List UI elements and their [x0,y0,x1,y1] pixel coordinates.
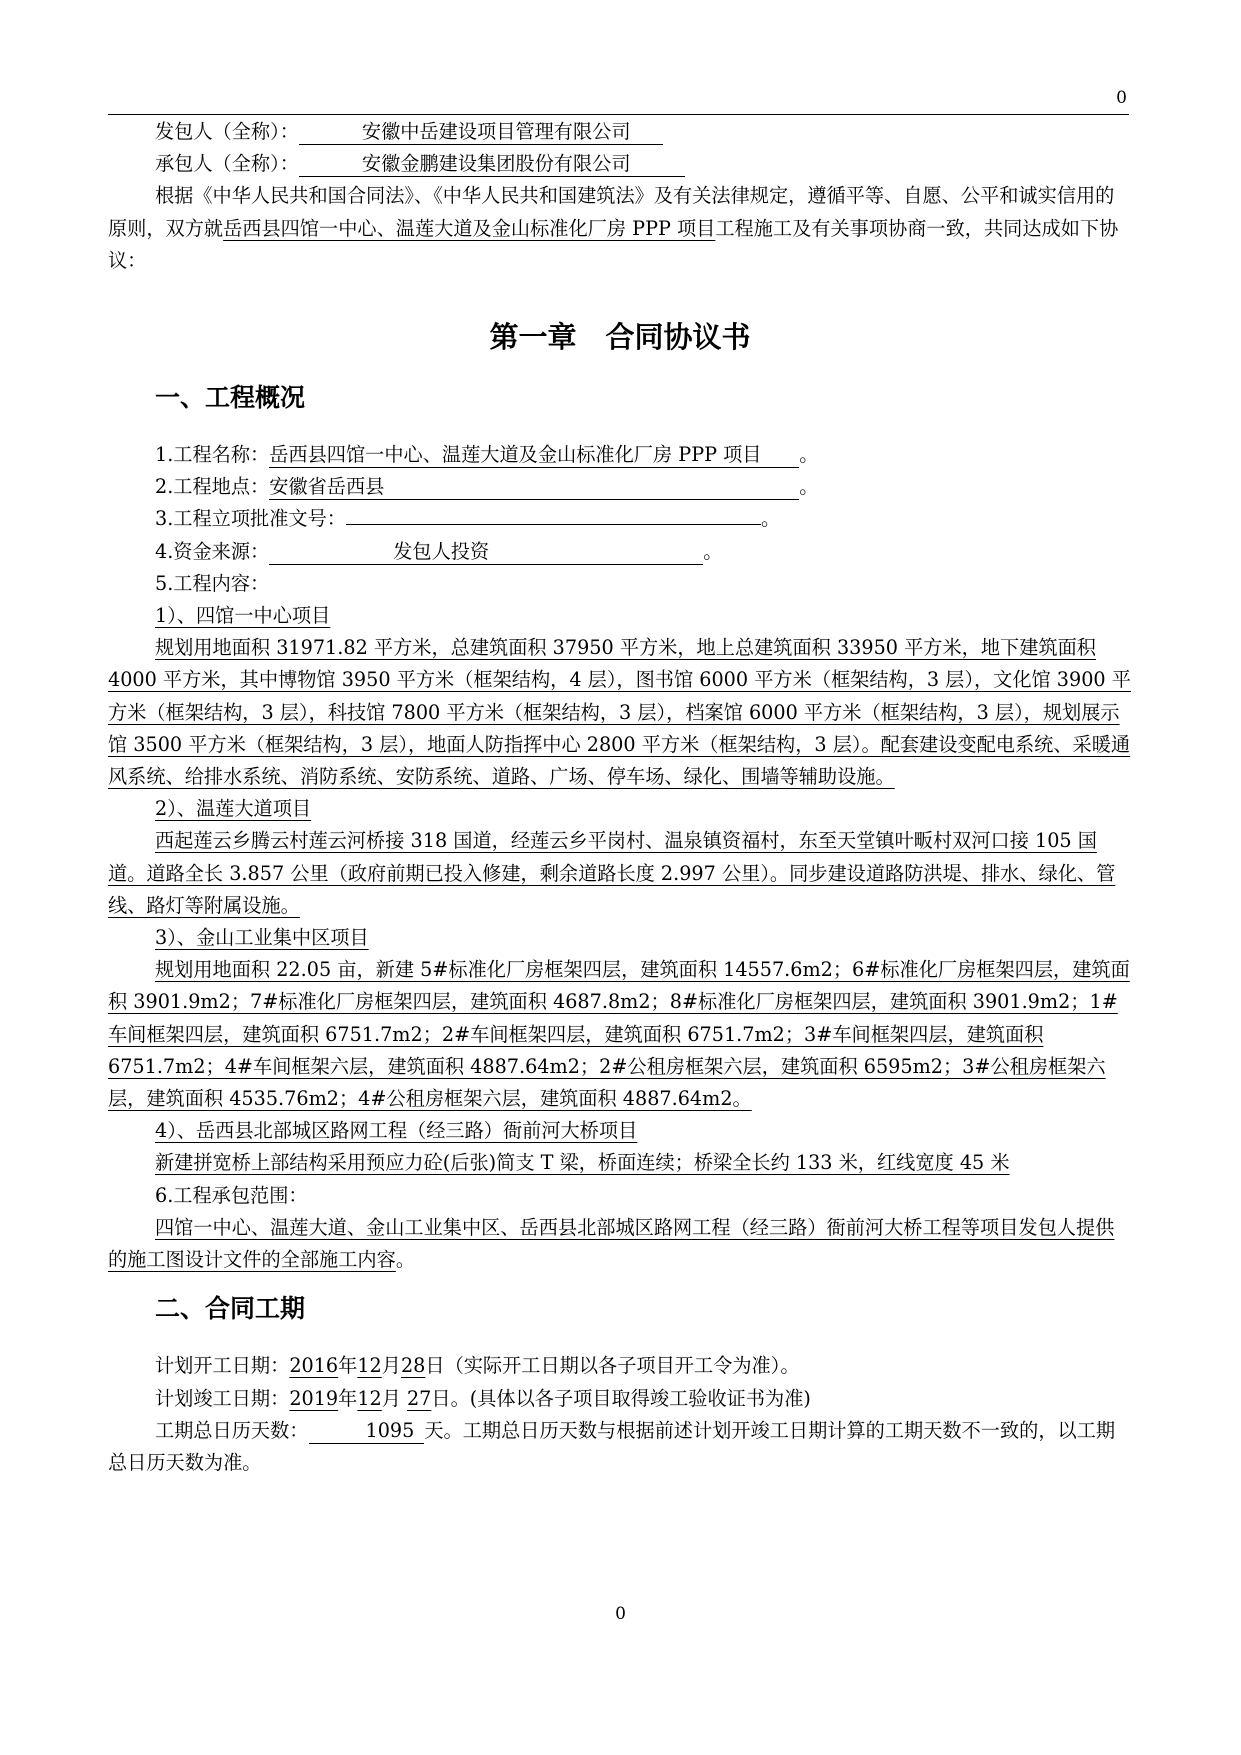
funding-end: 。 [703,539,723,563]
content-label: 5.工程内容： [155,571,270,595]
end-note: 。(具体以各子项目取得竣工验收证书为准) [450,1386,811,1410]
item2-text: 西起莲云乡腾云村莲云河桥接 318 国道，经莲云乡平岗村、温泉镇资福村，东至天堂镇叶畈村双河口接 105 国道。道路全长 3.857 公里（政府前期已投入修建，剩余道路长度 2.997 公里）。同步建设道路防洪堤、排水、绿化、管线、路灯等附属设施。 [108,829,1116,917]
header-page-number: 0 [1116,88,1127,108]
item1-title: 1）、四馆一中心项目 [155,604,331,628]
end-day: 27 [406,1386,432,1410]
project-location-line [108,471,1132,503]
contractor-name: 安徽金鹏建设集团股份有限公司 [299,151,685,177]
approval-number-end: 。 [761,507,781,531]
project-location-value: 安徽省岳西县 [269,474,799,500]
approval-number-value [346,524,761,525]
project-location-label: 2.工程地点： [155,475,270,499]
item4-title: 4）、岳西县北部城区路网工程（经三路）衙前河大桥项目 [155,1119,638,1143]
start-day: 28 [400,1354,426,1378]
total-days-value: 1095 [309,1418,425,1444]
start-month: 12 [357,1354,382,1378]
item3-text: 规划用地面积 22.05 亩，新建 5#标准化厂房框架四层，建筑面积 14557.6m2；6#标准化厂房框架四层，建筑面积 3901.9m2；7#标准化厂房框架四层，建筑面积 4687.8m2；8#标准化厂房框架四层，建筑面积 3901.9m2；1#车间框架四层，建筑面积 6751.7m2；2#车间框架四层，建筑面积 6751.7m2；3#车间框架四层，建筑面积 6751.7m2；4#车间框架六层，建筑面积 4887.64m2；2#公租房框架六层，建筑面积 6595m2；3#公租房框架六层，建筑面积 4535.76m2；4#公租房框架六层，建筑面积 4887.64m2。 [108,958,1130,1111]
end-date-line: 计划竣工日期：2019年12月 27日。(具体以各子项目取得竣工验收证书为准) [155,1386,811,1410]
employer-label: 发包人（全称）： [155,120,299,143]
footer-page-number: 0 [615,1604,626,1624]
end-year: 2019 [289,1386,339,1410]
header-rule [108,114,1129,115]
employer-line [108,116,1132,148]
start-note: （实际开工日期以各子项目开工令为准）。 [444,1354,800,1378]
item1-text: 规划用地面积 31971.82 平方米，总建筑面积 37950 平方米，地上总建筑面积 33950 平方米，地下建筑面积 4000 平方米，其中博物馆 3950 平方米（框架结构，4 层），图书馆 6000 平方米（框架结构，3 层），文化馆 3900 平方米（框架结构，3 层），科技馆 7800 平方米（框架结构，3 层），档案馆 6000 平方米（框架结构，3 层），规划展示馆 3500 平方米（框架结构，3 层），地面人防指挥中心 2800 平方米（框架结构，3 层）。配套建设变配电系统、采暖通风系统、给排水系统、消防系统、安防系统、道路、广场、停车场、绿化、围墙等辅助设施。 [108,636,1131,789]
approval-number-label: 3.工程立项批准文号： [155,507,346,531]
approval-number-line [108,503,1132,535]
intro-project-name: 岳西县四馆一中心、温莲大道及金山标准化厂房 PPP 项目 [223,216,716,240]
document-body [108,116,1132,1479]
item4-text: 新建拼宽桥上部结构采用预应力砼(后张)简支 T 梁，桥面连续；桥梁全长约 133 米，红线宽度 45 米 [155,1151,1010,1175]
contractor-line [108,148,1132,180]
intro-paragraph [108,180,1132,277]
total-days-paragraph: 工期总日历天数： 1095 天。工期总日历天数与根据前述计划开竣工日期计算的工期天数不一致的，以工期总日历天数为准。 [108,1418,1116,1474]
intro-text-a: 根据《中华人民共和国合同法》、《中华人民共和国建筑法》及有关法律规定，遵循平等、自愿、公平和诚实信用的原则，双方就 [108,184,1115,240]
project-name-line [108,439,1132,471]
project-name-end: 。 [799,443,819,467]
item3-title: 3）、金山工业集中区项目 [155,926,369,950]
funding-value: 发包人投资 [269,539,703,565]
project-name-value: 岳西县四馆一中心、温莲大道及金山标准化厂房 PPP 项目 [269,442,799,468]
contractor-label: 承包人（全称）： [155,152,299,176]
project-location-end: 。 [799,475,819,499]
section-title-duration: 二、合同工期 [155,1294,306,1324]
funding-line [108,536,1132,568]
scope-text: 四馆一中心、温莲大道、金山工业集中区、岳西县北部城区路网工程（经三路）衙前河大桥工程等项目发包人提供的施工图设计文件的全部施工内容。 [108,1215,1115,1272]
end-month: 12 [357,1386,382,1410]
project-name-label: 1.工程名称： [155,443,270,467]
intro-text-b: 工程施工及有关事项协商一致，共同达成如下协议： [108,216,1119,272]
item2-title: 2）、温莲大道项目 [155,797,312,821]
start-date-line: 计划开工日期：2016年12月28日（实际开工日期以各子项目开工令为准）。 [155,1354,800,1378]
start-year: 2016 [289,1354,339,1378]
section-title-overview: 一、工程概况 [155,383,306,413]
funding-label: 4.资金来源： [155,539,270,563]
employer-name: 安徽中岳建设项目管理有限公司 [299,119,663,145]
chapter-title: 第一章 合同协议书 [489,320,751,355]
scope-label: 6.工程承包范围： [155,1183,308,1207]
